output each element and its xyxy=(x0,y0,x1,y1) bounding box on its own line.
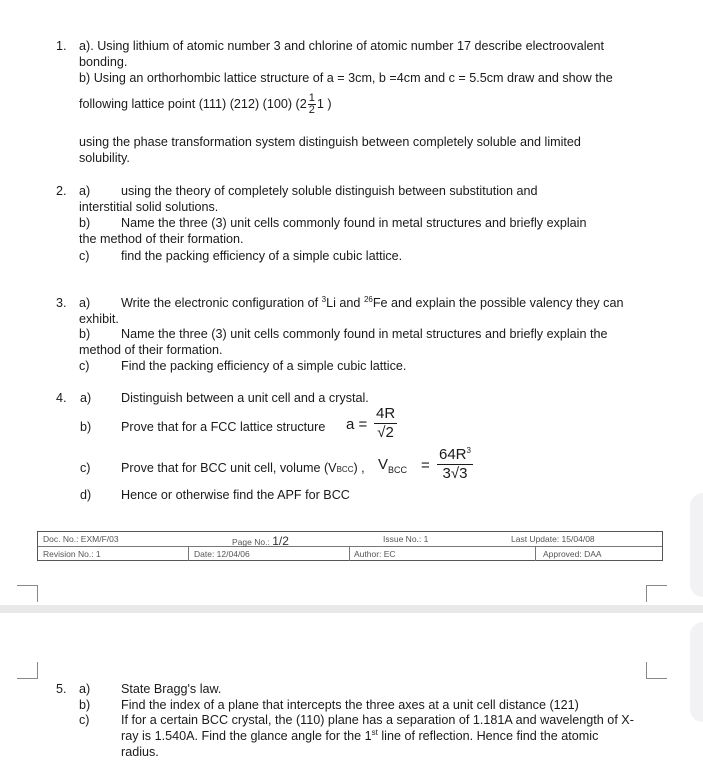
bcc-equals: = xyxy=(421,457,430,474)
q1c-line2: solubility. xyxy=(79,151,130,165)
q4c-label: c) xyxy=(80,461,91,475)
q4a-line1: Distinguish between a unit cell and a crystal. xyxy=(121,391,369,405)
q5c-line3: radius. xyxy=(121,745,159,759)
q5c-line2-a: ray is 1.540A. Find the glance angle for the 1 xyxy=(121,729,372,743)
q3b-line1: Name the three (3) unit cells commonly found in metal structures and briefly explain the xyxy=(121,327,608,341)
document-footer-table xyxy=(37,531,663,561)
q1b-line2 xyxy=(79,93,332,116)
page-number xyxy=(232,535,289,548)
page-label: Page No.: xyxy=(232,537,270,547)
q2b-line2: the method of their formation. xyxy=(79,232,244,246)
q4a-label: a) xyxy=(80,391,92,405)
q1b-line1: b) Using an orthorhombic lattice structure of a = 3cm, b =4cm and c = 5.5cm draw and show the xyxy=(79,71,613,85)
issue-number: Issue No.: 1 xyxy=(383,534,429,544)
question-number: 1. xyxy=(56,39,67,53)
question-number: 4. xyxy=(56,391,67,405)
q5b-line1: Find the index of a plane that intercepts the three axes at a unit cell distance (121) xyxy=(121,698,579,712)
crop-mark xyxy=(17,662,38,679)
bcc-numerator xyxy=(437,446,473,465)
q5c-label: c) xyxy=(79,713,90,727)
q2b-label: b) xyxy=(79,216,91,230)
bcc-formula xyxy=(437,446,473,483)
bcc-volume-lhs xyxy=(378,457,407,474)
q5a-line1: State Bragg's law. xyxy=(121,682,222,696)
fraction xyxy=(308,93,316,116)
q2a-label: a) xyxy=(79,184,91,198)
li-text: Li and xyxy=(326,296,364,310)
crop-mark xyxy=(17,585,38,602)
q5a-label: a) xyxy=(79,682,91,696)
fcc-formula xyxy=(374,405,397,442)
fcc-lhs: a = xyxy=(346,416,368,433)
q1a-line2: bonding. xyxy=(79,55,128,69)
q5c-line2 xyxy=(121,728,651,744)
fraction-numerator: 1 xyxy=(308,92,315,104)
question-number: 2. xyxy=(56,184,67,198)
fe-atomic-number: 26 xyxy=(363,294,373,304)
q3a-line2: exhibit. xyxy=(79,312,119,326)
q2b-line1: Name the three (3) unit cells commonly found in metal structures and briefly explain xyxy=(121,216,587,230)
q4c-text: Prove that for BCC unit cell, volume (V xyxy=(121,461,337,475)
footer-divider xyxy=(188,547,189,561)
q1b-line2-text: following lattice point (111) (212) (100) (2 xyxy=(79,96,307,111)
q3c-line1: Find the packing efficiency of a simple cubic lattice. xyxy=(121,359,407,373)
q2c-line1: find the packing efficiency of a simple cubic lattice. xyxy=(121,249,403,263)
q1b-line2-tail: 1 ) xyxy=(316,96,332,111)
q4b-line1: Prove that for a FCC lattice structure xyxy=(121,420,326,434)
footer-date: Date: 12/04/06 xyxy=(194,549,250,559)
q3a-text: Write the electronic configuration of xyxy=(121,296,322,310)
bcc-denominator: 3√3 xyxy=(442,465,468,482)
last-update: Last Update: 15/04/08 xyxy=(511,534,595,544)
question-number: 3. xyxy=(56,296,67,310)
q4c-close: ) , xyxy=(353,461,365,475)
q2a-line2: interstitial solid solutions. xyxy=(79,200,219,214)
question-number: 5. xyxy=(56,682,67,696)
fraction-denominator: 2 xyxy=(308,104,315,116)
li-atomic-number: 3 xyxy=(321,294,327,304)
approved-by: Approved: DAA xyxy=(543,549,602,559)
q4c-subscript: BCC xyxy=(336,465,354,474)
footer-divider xyxy=(349,547,350,561)
bcc-v: V xyxy=(378,456,389,473)
crop-mark xyxy=(646,585,667,602)
q3a-label: a) xyxy=(79,296,91,310)
bcc-numerator-text: 64R xyxy=(439,446,467,463)
q4d-label: d) xyxy=(80,488,92,502)
q3b-label: b) xyxy=(79,327,91,341)
bcc-numerator-exponent: 3 xyxy=(466,446,471,455)
q4c-line1 xyxy=(121,460,365,478)
q5b-label: b) xyxy=(79,698,91,712)
crop-mark xyxy=(646,662,667,679)
side-scroll-tab[interactable] xyxy=(690,493,703,597)
q5c-line2-b: line of reflection. Hence find the atomic xyxy=(377,729,599,743)
q1c-line1: using the phase transformation system distinguish between completely soluble and limited xyxy=(79,135,581,149)
page-value: 1/2 xyxy=(272,534,289,548)
q2c-label: c) xyxy=(79,249,90,263)
footer-divider xyxy=(38,546,662,547)
bcc-v-subscript: BCC xyxy=(388,465,408,475)
fe-text: Fe and explain the possible valency they can xyxy=(372,296,624,310)
q5c-line1: If for a certain BCC crystal, the (110) plane has a separation of 1.181A and wavelength of X- xyxy=(121,713,634,727)
q1a-line1: a). Using lithium of atomic number 3 and chlorine of atomic number 17 describe electroovalent xyxy=(79,39,605,53)
revision-number: Revision No.: 1 xyxy=(43,549,101,559)
footer-divider xyxy=(535,547,536,561)
fcc-denominator: √2 xyxy=(377,424,394,441)
q3c-label: c) xyxy=(79,359,90,373)
ordinal-suffix: st xyxy=(371,727,378,737)
q4d-line1: Hence or otherwise find the APF for BCC xyxy=(121,488,350,502)
q2a-line1: using the theory of completely soluble distinguish between substitution and xyxy=(121,184,538,198)
fcc-numerator: 4R xyxy=(376,405,396,422)
q3b-line2: method of their formation. xyxy=(79,343,223,357)
q4b-label: b) xyxy=(80,420,92,434)
footer-author: Author: EC xyxy=(354,549,396,559)
side-scroll-tab[interactable] xyxy=(690,622,703,722)
doc-number: Doc. No.: EXM/F/03 xyxy=(43,534,119,544)
q3a-line1 xyxy=(121,295,650,311)
page-separator xyxy=(0,605,703,613)
